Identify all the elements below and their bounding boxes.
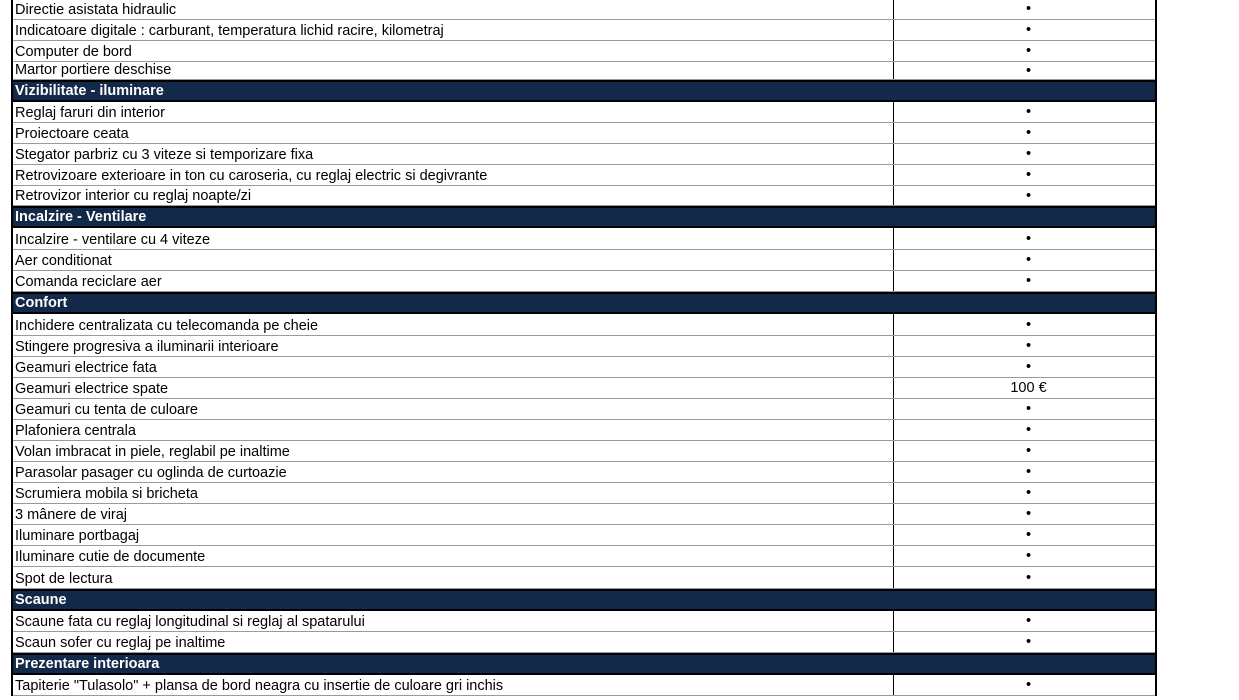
table-row xyxy=(13,20,1155,41)
feature-name: Retrovizor interior cu reglaj noapte/zi xyxy=(13,186,894,205)
table-row xyxy=(13,41,1155,62)
included-bullet: • xyxy=(1025,634,1032,650)
included-bullet: • xyxy=(1025,43,1032,59)
included-bullet: • xyxy=(1025,230,1032,247)
feature-name: Geamuri electrice spate xyxy=(13,378,894,398)
feature-name: Directie asistata hidraulic xyxy=(13,0,894,19)
feature-name: Stegator parbriz cu 3 viteze si temporizare fixa xyxy=(13,144,894,164)
feature-name: Scaun sofer cu reglaj pe inaltime xyxy=(13,632,894,652)
included-bullet: • xyxy=(1025,316,1032,333)
table-row xyxy=(13,611,1155,632)
feature-name: Stingere progresiva a iluminarii interioare xyxy=(13,336,894,356)
table-row xyxy=(13,250,1155,271)
included-bullet: • xyxy=(1025,401,1032,417)
feature-name: Geamuri cu tenta de culoare xyxy=(13,399,894,419)
table-row xyxy=(13,546,1155,567)
table-row xyxy=(13,336,1155,357)
included-bullet: • xyxy=(1025,506,1032,522)
included-bullet: • xyxy=(1025,527,1032,543)
feature-name: Spot de lectura xyxy=(13,567,894,588)
section-header: Vizibilitate - iluminare xyxy=(13,80,1155,102)
table-row xyxy=(13,462,1155,483)
feature-name: Incalzire - ventilare cu 4 viteze xyxy=(13,228,894,249)
feature-name: Iluminare portbagaj xyxy=(13,525,894,545)
included-bullet: • xyxy=(1025,569,1032,586)
table-row xyxy=(13,441,1155,462)
included-bullet: • xyxy=(1025,125,1032,141)
included-bullet: • xyxy=(1025,167,1032,183)
table-row xyxy=(13,504,1155,525)
feature-name: Aer conditionat xyxy=(13,250,894,270)
feature-name: Tapiterie "Tulasolo" + plansa de bord neagra cu insertie de culoare gri inchis xyxy=(13,675,894,695)
table-row xyxy=(13,378,1155,399)
included-bullet: • xyxy=(1025,187,1032,204)
feature-name: Proiectoare ceata xyxy=(13,123,894,143)
table-row xyxy=(13,399,1155,420)
included-bullet: • xyxy=(1025,62,1032,79)
included-bullet: • xyxy=(1025,443,1032,459)
included-bullet: • xyxy=(1025,22,1032,38)
feature-name: Martor portiere deschise xyxy=(13,62,894,79)
feature-name: Comanda reciclare aer xyxy=(13,271,894,291)
table-row xyxy=(13,102,1155,123)
included-bullet: • xyxy=(1025,273,1032,289)
table-row xyxy=(13,420,1155,441)
feature-name: Scaune fata cu reglaj longitudinal si reglaj al spatarului xyxy=(13,611,894,631)
feature-name: Parasolar pasager cu oglinda de curtoazie xyxy=(13,462,894,482)
feature-name: 3 mânere de viraj xyxy=(13,504,894,524)
feature-name: Plafoniera centrala xyxy=(13,420,894,440)
table-row xyxy=(13,186,1155,206)
included-bullet: • xyxy=(1025,613,1032,629)
table-row xyxy=(13,62,1155,80)
included-bullet: • xyxy=(1025,677,1032,693)
table-row xyxy=(13,165,1155,186)
table-row xyxy=(13,632,1155,653)
included-bullet: • xyxy=(1025,0,1032,17)
feature-name: Scrumiera mobila si bricheta xyxy=(13,483,894,503)
included-bullet: • xyxy=(1025,104,1032,120)
option-price: 100 € xyxy=(1010,380,1047,396)
table-row xyxy=(13,123,1155,144)
included-bullet: • xyxy=(1025,359,1032,375)
feature-name: Indicatoare digitale : carburant, temperatura lichid racire, kilometraj xyxy=(13,20,894,40)
feature-name: Inchidere centralizata cu telecomanda pe cheie xyxy=(13,314,894,335)
feature-name: Volan imbracat in piele, reglabil pe inaltime xyxy=(13,441,894,461)
feature-name: Computer de bord xyxy=(13,41,894,61)
section-header: Confort xyxy=(13,292,1155,314)
included-bullet: • xyxy=(1025,252,1032,268)
included-bullet: • xyxy=(1025,485,1032,501)
included-bullet: • xyxy=(1025,464,1032,480)
section-header: Incalzire - Ventilare xyxy=(13,206,1155,228)
table-row xyxy=(13,314,1155,336)
table-row xyxy=(13,525,1155,546)
table-row xyxy=(13,483,1155,504)
feature-name: Retrovizoare exterioare in ton cu caroseria, cu reglaj electric si degivrante xyxy=(13,165,894,185)
feature-name: Geamuri electrice fata xyxy=(13,357,894,377)
section-header: Prezentare interioara xyxy=(13,653,1155,675)
included-bullet: • xyxy=(1025,548,1032,564)
table-row xyxy=(13,567,1155,589)
included-bullet: • xyxy=(1025,422,1032,438)
included-bullet: • xyxy=(1025,338,1032,354)
table-row xyxy=(13,357,1155,378)
table-row xyxy=(13,0,1155,20)
feature-name: Iluminare cutie de documente xyxy=(13,546,894,566)
section-header: Scaune xyxy=(13,589,1155,611)
table-row xyxy=(13,144,1155,165)
table-row xyxy=(13,271,1155,292)
table-row xyxy=(13,228,1155,250)
spec-table xyxy=(11,0,1157,696)
feature-name: Reglaj faruri din interior xyxy=(13,102,894,122)
included-bullet: • xyxy=(1025,146,1032,162)
table-row xyxy=(13,675,1155,696)
